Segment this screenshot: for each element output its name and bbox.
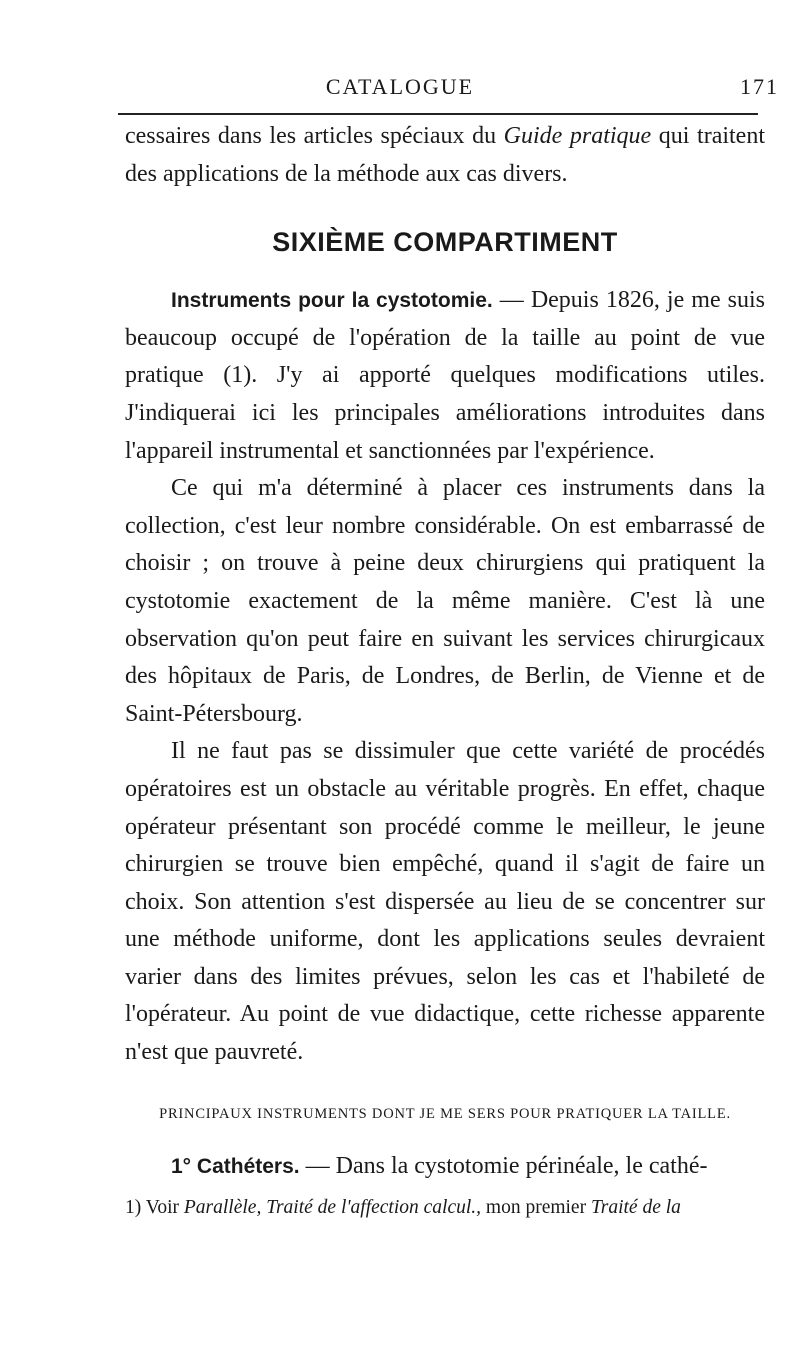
subheading: PRINCIPAUX INSTRUMENTS DONT JE ME SERS POUR PRATIQUER LA TAILLE. (159, 1105, 731, 1122)
paragraph-4-lead: 1° Cathéters. (171, 1154, 300, 1178)
paragraph-2: Ce qui m'a déterminé à placer ces instruments dans la collection, c'est leur nombre considérable. On est embarrassé de choisir ; on trouve à peine deux chirurgiens qui pratiquent la cystotomie exactement de la même manière. C'est là une observation qu'on peut faire en suivant les services chirurgicaux des hôpitaux de Paris, de Londres, de Berlin, de Vienne et de Saint-Pétersbourg. (125, 475, 765, 727)
intro-text-italic: Guide pratique (503, 123, 652, 149)
paragraph-4-text: — Dans la cystotomie périnéale, le cathé- (299, 1152, 708, 1179)
paragraph-3: Il ne faut pas se dissimuler que cette variété de procédés opératoires est un obstacle au véritable progrès. En effet, chaque opérateur présentant son procédé comme le meilleur, le jeune chirurgien se trouve bien empêché, quand il s'agit de faire un choix. Son attention s'est dispersée au lieu de se concentrer sur une méthode uniforme, dont les applications seules devraient varier dans des limites prévues, selon les cas et l'habileté de l'opérateur. Au point de vue didactique, cette richesse apparente n'est que pauvreté. (125, 738, 765, 1066)
footnote (125, 1193, 765, 1223)
footnote-italic-2: Traité de la (590, 1197, 681, 1219)
footnote-c: mon premier (481, 1197, 591, 1219)
paragraph-1-text: — Depuis 1826, je me suis beaucoup occupé de l'opération de la taille au point de vue pratique (1). J'y ai apporté quelques modifications utiles. J'indiquerai ici les principales améliorations introduites dans l'appareil instrumental et sanctionnées par l'expérience. (125, 287, 766, 464)
page-body (125, 118, 765, 1223)
paragraph-1 (125, 282, 765, 470)
paragraph-4 (125, 1148, 765, 1186)
header-rule (118, 113, 758, 115)
section-title: SIXIÈME COMPARTIMENT (272, 227, 618, 258)
footnote-a: 1) Voir (125, 1197, 184, 1219)
header-title: CATALOGUE (325, 74, 475, 99)
intro-paragraph (125, 118, 765, 193)
page-number: 171 (740, 74, 779, 99)
paragraph-1-lead: Instruments pour la cystotomie. (171, 289, 493, 313)
running-header (0, 72, 800, 102)
intro-text-a: cessaires dans les articles spéciaux du (125, 123, 504, 149)
footnote-italic-1: Parallèle, Traité de l'affection calcul., (183, 1197, 482, 1219)
intro-text-c: qui traitent des applications de la méthode aux cas divers. (125, 123, 766, 187)
